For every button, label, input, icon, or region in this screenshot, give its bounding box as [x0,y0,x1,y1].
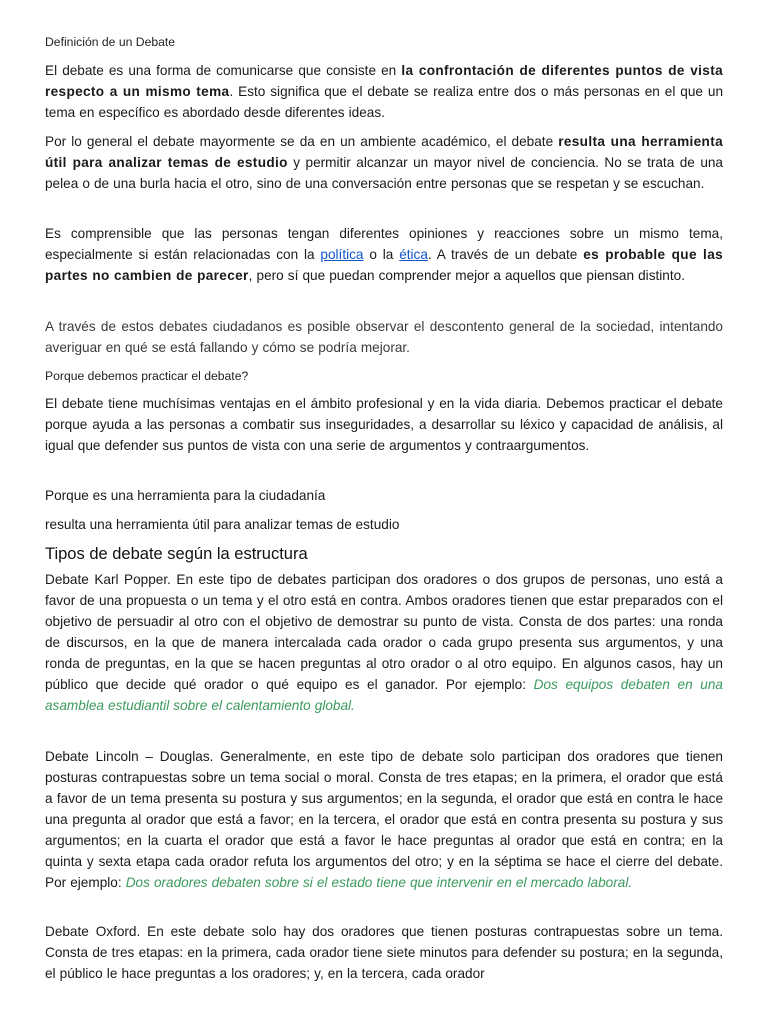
line-tool: resulta una herramienta útil para analizar temas de estudio [45,517,400,532]
bold-span: es probable que las partes no cambien de parecer [45,247,724,283]
paragraph-definition [45,60,723,123]
paragraph-opinions [45,223,723,286]
paragraph-popper [45,569,723,716]
text-span: , pero sí que puedan comprender mejor a aquellos que piensan distinto. [248,268,685,283]
link-politica[interactable]: política [320,247,364,262]
paragraph-lincoln-douglas [45,746,723,893]
example-span: Dos oradores debaten sobre si el estado tiene que intervenir en el mercado laboral. [125,875,633,890]
text-span: Es comprensible que las personas tengan diferentes opiniones y reacciones sobre un mismo tema, especialmente si están relacionadas con la [45,226,723,262]
paragraph-advantages: El debate tiene muchísimas ventajas en el ámbito profesional y en la vida diaria. Debemos practicar el debate porque ayuda a las personas a combatir sus inseguridades, a desarrollar su léxico y capacidad de análisis, al igual que defender sus puntos de vista con una serie de argumentos y contraargumentos. [45,396,723,453]
question-heading: Porque debemos practicar el debate? [45,369,249,383]
text-span: . Esto significa que el debate se realiza entre dos o más personas en el que un tema en específico es abordado desde diferentes ideas. [45,84,724,120]
text-span: y permitir alcanzar un mayor nivel de conciencia. No se trata de una pelea o de una burla hacia el otro, sino de una conversación entre personas que se respetan y se escuchan. [45,155,723,191]
text-span: . A través de un debate [427,247,584,262]
line-citizenship: Porque es una herramienta para la ciudadanía [45,488,326,503]
text-span: Debate Karl Popper. En este tipo de debates participan dos oradores o dos grupos de personas, uno está a favor de una propuesta o un tema y el otro está en contra. Ambos oradores tienen que estar preparados con el objetivo de persuadir al otro con el objetivo de demostrar su punto de vista. Consta de dos partes: una ronda de discursos, en la que de manera intercalada cada orador o cada grupo presenta sus argumentos, y una ronda de preguntas, en la que se hacen preguntas al otro orador o al otro equipo. En algunos casos, hay un público que decide qué orador o qué equipo es el ganador. Por ejemplo: [45,572,723,692]
link-etica[interactable]: ética [399,247,428,262]
text-span: o la [363,247,400,262]
paragraph-citizens: A través de estos debates ciudadanos es posible observar el descontento general de la sociedad, intentando averiguar en qué se está fallando y cómo se podría mejorar. [45,319,723,355]
text-span: Por lo general el debate mayormente se da en un ambiente académico, el debate [45,134,559,149]
paragraph-oxford: Debate Oxford. En este debate solo hay dos oradores que tienen posturas contrapuestas sobre un tema. Consta de tres etapas: en la primera, cada orador tiene siete minutos para defender su postura; en la segunda, el público le hace preguntas a los oradores; y, en la tercera, cada orador [45,924,723,981]
text-span: Debate Lincoln – Douglas. Generalmente, en este tipo de debate solo participan dos oradores que tienen posturas contrapuestas sobre un tema social o moral. Consta de tres etapas; en la primera, el orador que está a favor de un tema presenta su postura y sus argumentos; en la segunda, el orador que está en contra le hace una pregunta al orador que está a favor; en la tercera, el orador que está en contra presenta su postura y sus argumentos; en la cuarta el orador que está a favor le hace preguntas al orador que está en contra; en la quinta y sexta etapa cada orador refuta los argumentos del otro; y en la séptima se hace el cierre del debate. Por ejemplo: [45,749,723,890]
page-title: Definición de un Debate [45,35,176,49]
text-span: El debate es una forma de comunicarse que consiste en [45,63,402,78]
bold-span: resulta una herramienta útil para analizar temas de estudio [45,134,723,170]
bold-span: la confrontación de diferentes puntos de vista respecto a un mismo tema [45,63,723,99]
section-heading: Tipos de debate según la estructura [45,545,308,563]
paragraph-academic [45,131,723,194]
example-span: Dos equipos debaten en una asamblea estudiantil sobre el calentamiento global. [45,677,723,713]
